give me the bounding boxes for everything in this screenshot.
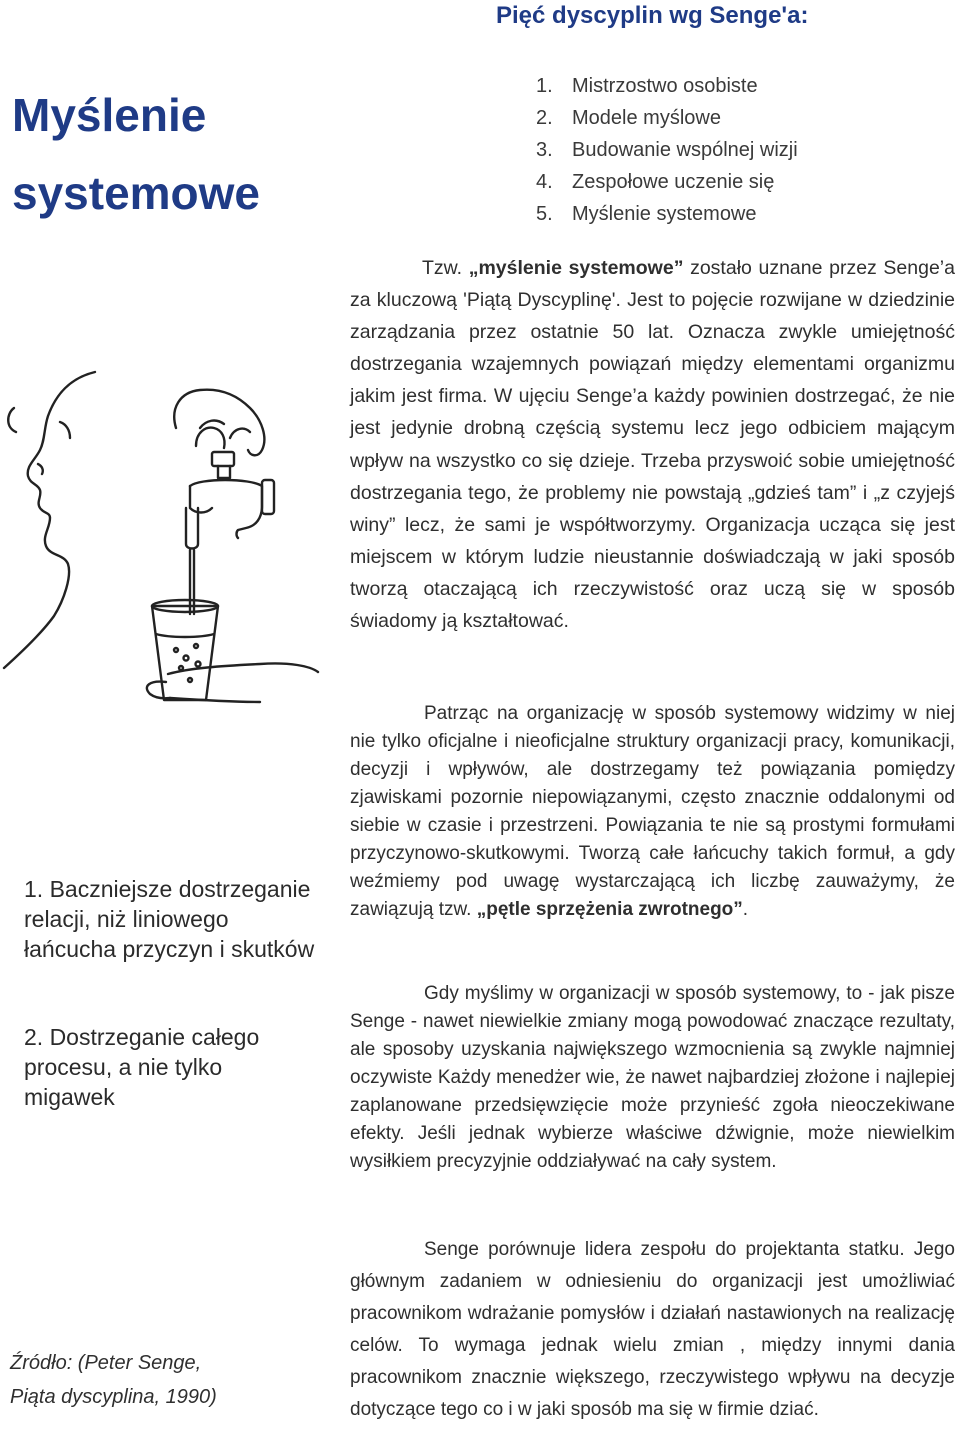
- page-title-line-2: systemowe: [12, 167, 261, 219]
- list-item: 1. Mistrzostwo osobiste: [536, 75, 758, 97]
- sidebar-point-2: 2. Dostrzeganie całego procesu, a nie tylko migawek: [24, 1024, 260, 1110]
- source-citation: Źródło: (Peter Senge, Piąta dyscyplina, 1990): [10, 1352, 217, 1408]
- paragraph-organization-view: Patrząc na organizację w sposób systemowy widzimy w niej nie tylko oficjalne i nieoficjalne struktury organizacji pracy, komunikacji, decyzji i wpływów, ale dostrzegamy też powiązania pomiędzy zjawiskami pozornie niepowiązanymi, często znacznie oddalonymi od siebie w czasie i przestrzeni. Powiązania te nie są prostymi formułami przyczynowo-skutkowymi. Tworzą całe łańcuchy takich formuł, a gdy weźmiemy pod uwagę wystarczającą ich liczbę zauważymy, że zawiązują tzw. „pętle sprzężenia zwrotnego”.: [350, 703, 955, 920]
- page-header-title: Pięć dyscyplin wg Senge'a:: [496, 2, 809, 29]
- disciplines-list: [536, 70, 798, 230]
- paragraph-leader: Senge porównuje lidera zespołu do projektanta statku. Jego głównym zadaniem w odniesieniu do organizacji jest umożliwiać pracownikom wdrażanie pomysłów i działań nastawionych na realizację celów. To wymaga jednak wielu zmian , między innymi dania pracownikom znacznie większego, rzeczywistego wpływu na decyzje dotyczące tego co i w jaki sposób ma się w firmie dziać.: [350, 1239, 955, 1420]
- list-item: 5. Myślenie systemowe: [536, 203, 757, 225]
- faucet-glass-illustration: [0, 368, 320, 708]
- sidebar-point-1: 1. Baczniejsze dostrzeganie relacji, niż liniowego łańcucha przyczyn i skutków: [24, 876, 315, 962]
- paragraph-systems-thinking: Tzw. „myślenie systemowe” zostało uznane przez Senge’a za kluczową 'Piątą Dyscyplinę'. Jest to pojęcie rozwijane w dziedzinie zarządzania przez ostatnie 50 lat. Oznacza zwykle umiejętność dostrzegania wzajemnych powiązań między elementami organizmu jakim jest firma. W ujęciu Senge’a każdy powinien dostrzegać, że nie jest jedynie drobną częścią systemu lecz jego odbiciem mającym wpływ na wszystko co się dzieje. Trzeba przyswoić sobie umiejętność dostrzegania tego, że problemy nie powstają „gdzieś tam” i „z czyjejś winy” lecz, że sami je współtworzymy. Organizacja ucząca się jest miejscem w którym ludzie nieustannie doświadczają w jaki sposób tworzą otaczającą ich rzeczywistość oraz uczą się w sposób świadomy ją kształtować.: [350, 257, 955, 633]
- list-item: 4. Zespołowe uczenie się: [536, 171, 775, 193]
- list-item: 2. Modele myślowe: [536, 107, 721, 129]
- page-title-line-1: Myślenie: [12, 89, 207, 141]
- page-title: [12, 76, 312, 232]
- paragraph-leverage: Gdy myślimy w organizacji w sposób systemowy, to - jak pisze Senge - nawet niewielkie zmiany mogą powodować znaczące rezultaty, ale sposoby uzyskania największego wzmocnienia są zwykle najmniej oczywiste Każdy menedżer wie, że nawet najbardziej złożone i najlepiej zaplanowane przedsięwzięcie może przynieść zgoła nieoczekiwane efekty. Jeśli jednak wybierze właściwe dźwignie, może niewielkim wysiłkiem precyzyjnie oddziaływać na cały system.: [350, 983, 955, 1172]
- list-item: 3. Budowanie wspólnej wizji: [536, 139, 798, 161]
